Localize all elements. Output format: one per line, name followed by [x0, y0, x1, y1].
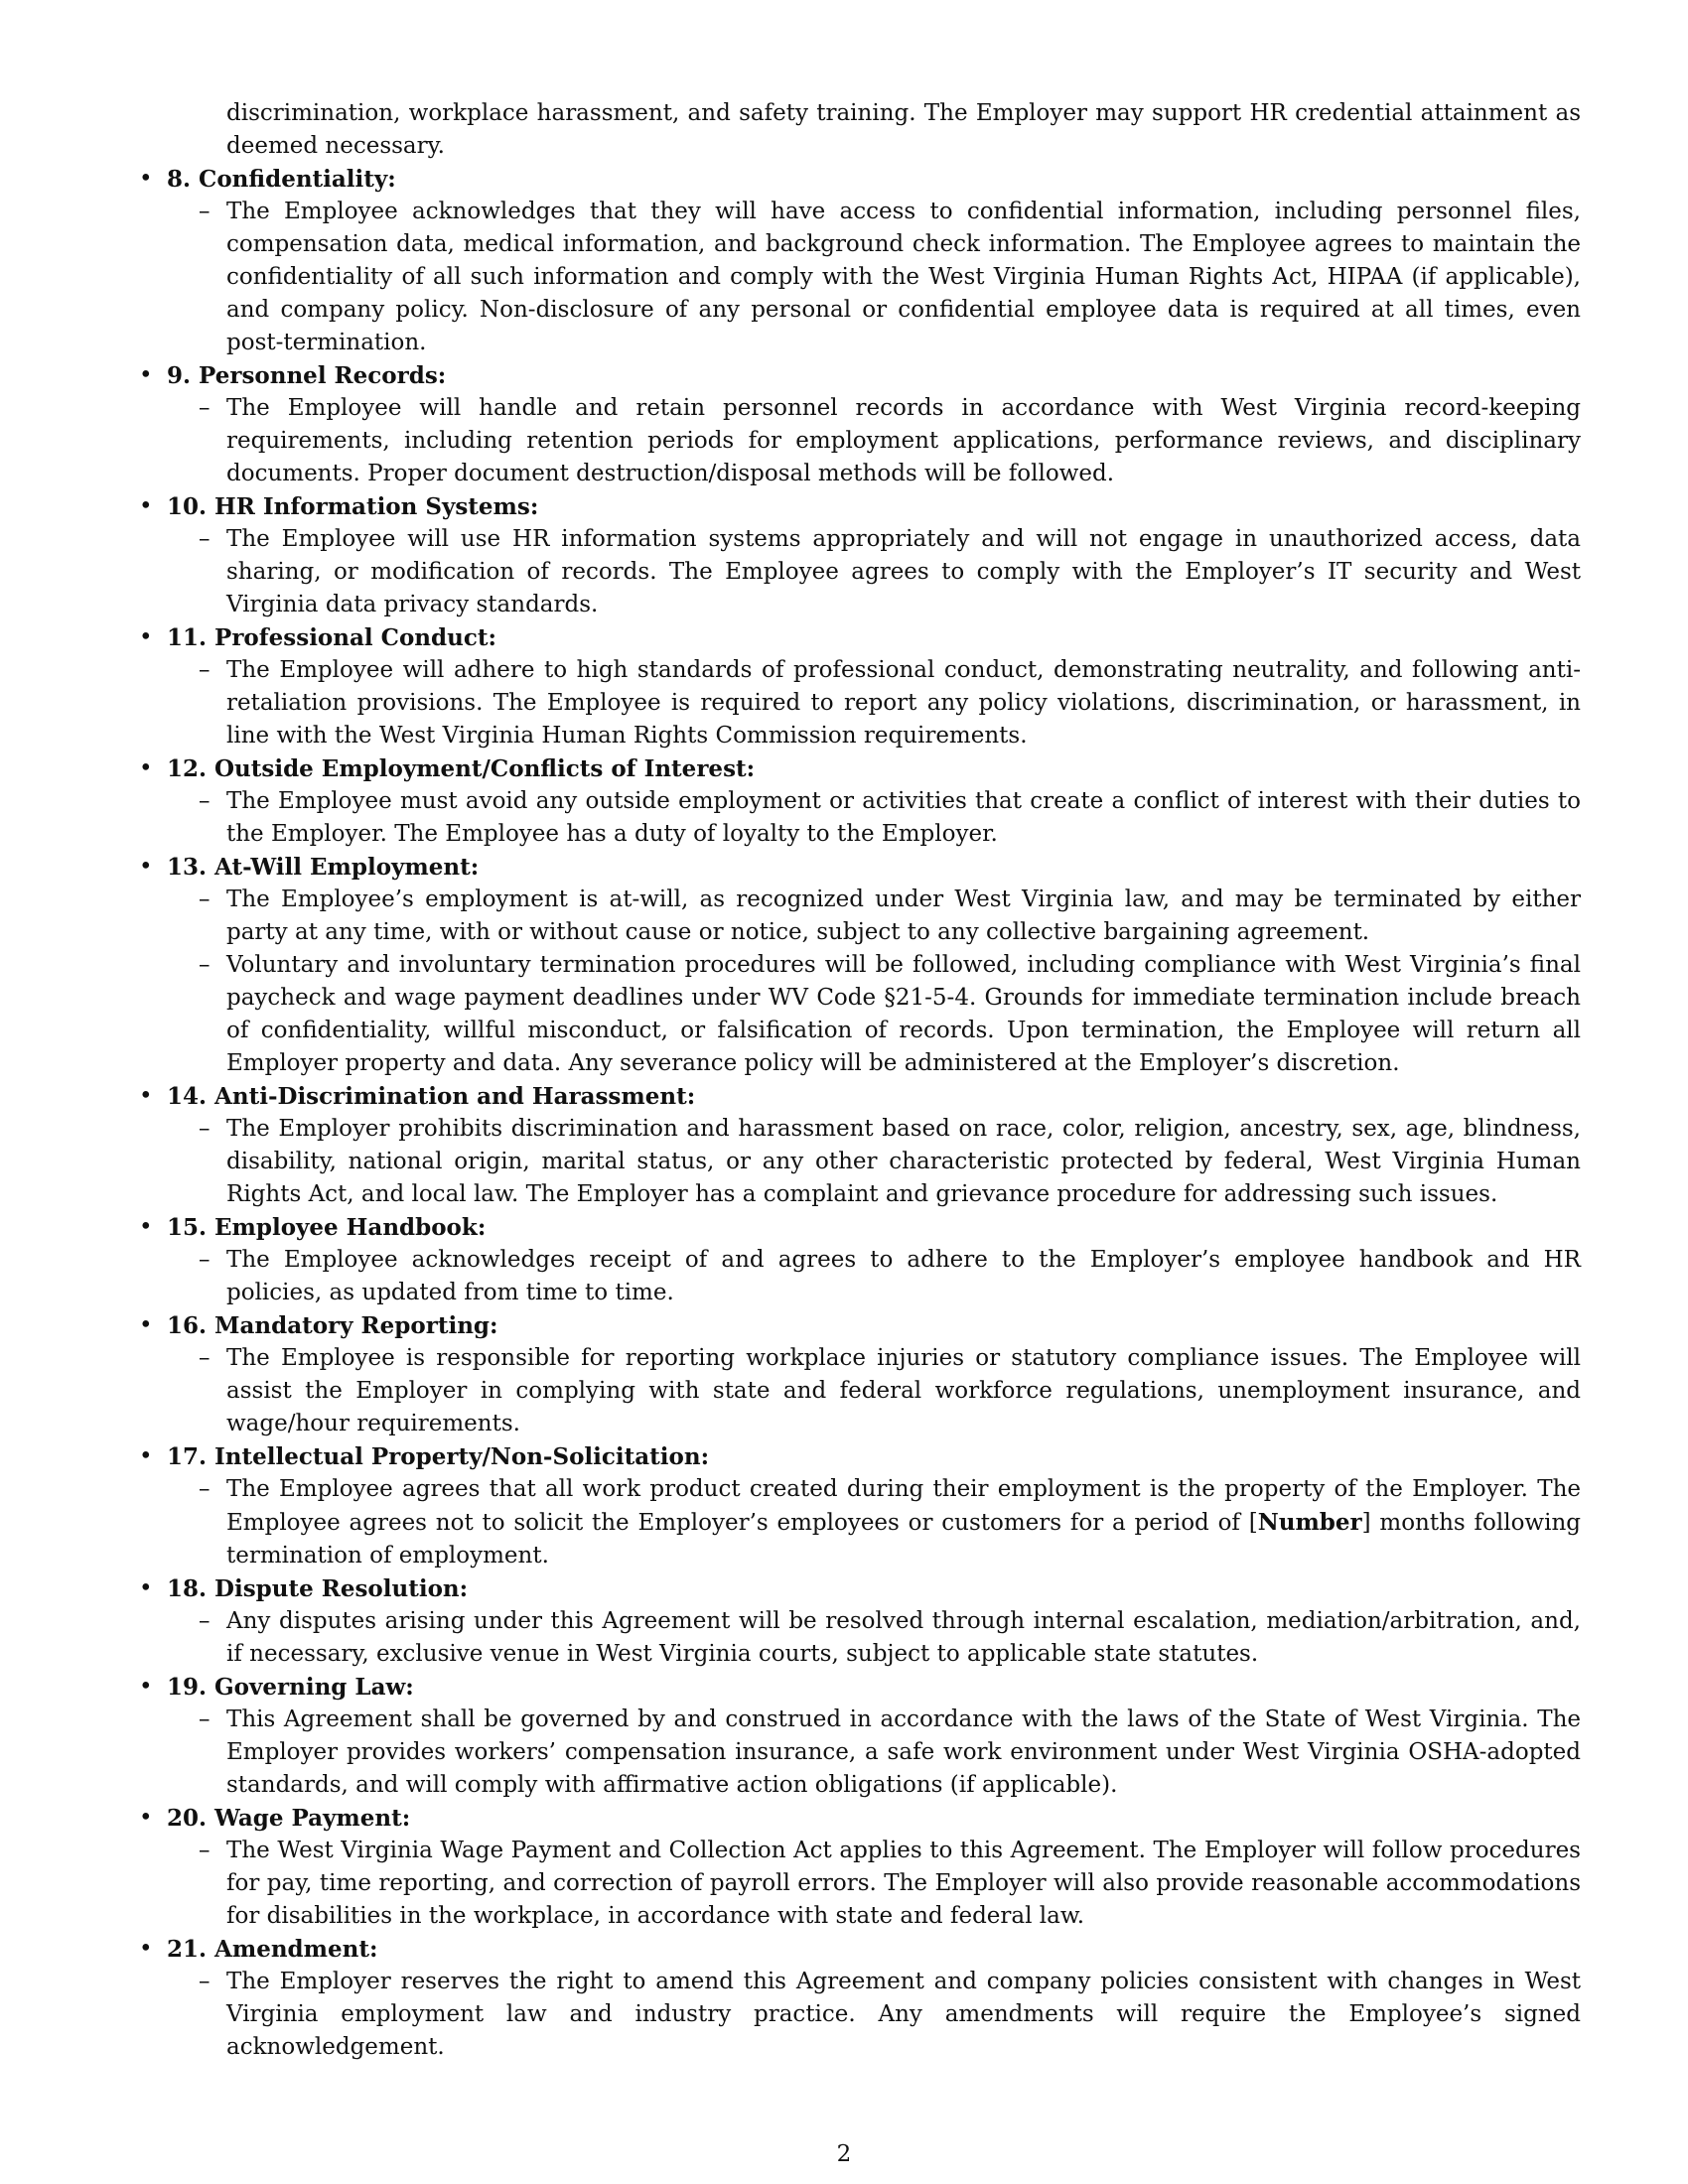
list-item: [139, 163, 1581, 359]
section-heading: 14. Anti-Discrimination and Harassment:: [167, 1083, 696, 1110]
section-heading: 20. Wage Payment:: [167, 1805, 411, 1832]
section-heading: 13. At-Will Employment:: [167, 854, 480, 881]
bullet-icon: •: [139, 362, 153, 388]
sub-item: [139, 1342, 1581, 1440]
section-paragraph: The Employer reserves the right to amend this Agreement and company policies consistent with changes in West Virginia employment law and industry practice. Any amendments will require the Employee’s signed acknowledgement.: [226, 1969, 1581, 2060]
section-paragraph: The Employee must avoid any outside employment or activities that create a conflict of interest with their duties to the Employer. The Employee has a duty of loyalty to the Employer.: [226, 788, 1581, 847]
section-paragraph: The Employee will handle and retain personnel records in accordance with West Virginia record-keeping requirements, including retention periods for employment applications, performance reviews, and disciplinary documents. Proper document destruction/disposal methods will be followed.: [226, 395, 1581, 486]
bullet-icon: •: [139, 1674, 153, 1700]
dash-icon: –: [199, 1838, 211, 1863]
sub-item: [139, 523, 1581, 621]
section-paragraph: Any disputes arising under this Agreement will be resolved through internal escalation, mediation/arbitration, and, if necessary, exclusive venue in West Virginia courts, subject to applicable state statutes.: [226, 1608, 1581, 1667]
list-item: [139, 1572, 1581, 1671]
list-item: [139, 490, 1581, 621]
bullet-icon: •: [139, 1443, 153, 1469]
section-paragraph: Voluntary and involuntary termination procedures will be followed, including compliance with West Virginia’s final paycheck and wage payment deadlines under WV Code §21-5-4. Grounds for immediate termination include breach of confidentiality, willful misconduct, or falsification of records. Upon termination, the Employee will return all Employer property and data. Any severance policy will be administered at the Employer’s discretion.: [226, 952, 1581, 1076]
dash-icon: –: [199, 1608, 211, 1634]
section-heading: 12. Outside Employment/Conflicts of Interest:: [167, 755, 756, 782]
section-heading: 19. Governing Law:: [167, 1674, 414, 1701]
section-paragraph: The West Virginia Wage Payment and Collection Act applies to this Agreement. The Employer will follow procedures for pay, time reporting, and correction of payroll errors. The Employer will also provide reasonable accommodations for disabilities in the workplace, in accordance with state and federal law.: [226, 1838, 1581, 1929]
paragraph-text-after: ] months following termination of employment.: [226, 1510, 1582, 1569]
document-body: [139, 97, 1581, 2064]
sub-item: [139, 1704, 1581, 1802]
bullet-icon: •: [139, 1936, 153, 1962]
section-heading: 11. Professional Conduct:: [167, 624, 496, 651]
dash-icon: –: [199, 199, 211, 224]
section-paragraph: The Employee will use HR information systems appropriately and will not engage in unauthorized access, data sharing, or modification of records. The Employee agrees to comply with the Employer’s IT security and West Virginia data privacy standards.: [226, 526, 1581, 617]
bullet-icon: •: [139, 755, 153, 781]
section-heading: 15. Employee Handbook:: [167, 1214, 487, 1241]
dash-icon: –: [199, 1969, 211, 1994]
continued-paragraph: discrimination, workplace harassment, and safety training. The Employer may support HR credential attainment as deemed necessary.: [226, 100, 1581, 159]
sub-item: [139, 785, 1581, 851]
bullet-icon: •: [139, 493, 153, 519]
dash-icon: –: [199, 1116, 211, 1142]
dash-icon: –: [199, 887, 211, 912]
section-paragraph: The Employer prohibits discrimination and harassment based on race, color, religion, ancestry, sex, age, blindness, disability, national origin, marital status, or any other characteristic protected by federal, West Virginia Human Rights Act, and local law. The Employer has a complaint and grievance procedure for addressing such issues.: [226, 1116, 1581, 1207]
list-item: [139, 752, 1581, 851]
list-item: [139, 851, 1581, 1080]
section-paragraph: The Employee’s employment is at-will, as recognized under West Virginia law, and may be terminated by either party at any time, with or without cause or notice, subject to any collective bargaining agreement.: [226, 887, 1581, 945]
dash-icon: –: [199, 788, 211, 814]
section-heading: 8. Confidentiality:: [167, 166, 396, 193]
section-list: [139, 163, 1581, 2064]
list-item: [139, 1080, 1581, 1211]
paragraph-text-before: The Employee agrees that all work product created during their employment is the property of the Employer. The Employee agrees not to solicit the Employer’s employees or customers for a period of [: [226, 1476, 1581, 1536]
sub-item: [139, 1966, 1581, 2064]
section-paragraph: The Employee is responsible for reporting workplace injuries or statutory compliance issues. The Employee will assist the Employer in complying with state and federal workforce regulations, unemployment insurance, and wage/hour requirements.: [226, 1345, 1581, 1436]
list-item: [139, 1933, 1581, 2064]
dash-icon: –: [199, 395, 211, 421]
sub-item: [139, 949, 1581, 1080]
list-item: [139, 621, 1581, 752]
dash-icon: –: [199, 1345, 211, 1371]
bullet-icon: •: [139, 854, 153, 880]
list-item: [139, 1440, 1581, 1572]
bullet-icon: •: [139, 166, 153, 192]
section-heading: 9. Personnel Records:: [167, 362, 447, 389]
list-item: [139, 1309, 1581, 1440]
section-paragraph: The Employee acknowledges receipt of and agrees to adhere to the Employer’s employee handbook and HR policies, as updated from time to time.: [226, 1247, 1581, 1305]
bullet-icon: •: [139, 624, 153, 650]
sub-item: [139, 196, 1581, 359]
dash-icon: –: [199, 1247, 211, 1273]
placeholder-field: Number: [1257, 1509, 1362, 1536]
bullet-icon: •: [139, 1575, 153, 1601]
page-number: 2: [836, 2141, 852, 2167]
dash-icon: –: [199, 526, 211, 552]
sub-item: [139, 884, 1581, 949]
bullet-icon: •: [139, 1805, 153, 1831]
sub-item: [139, 1244, 1581, 1309]
sub-item: [139, 1605, 1581, 1671]
section-heading: 18. Dispute Resolution:: [167, 1575, 469, 1602]
sub-item: [139, 1835, 1581, 1933]
section-heading: 16. Mandatory Reporting:: [167, 1312, 498, 1339]
section-paragraph: The Employee will adhere to high standards of professional conduct, demonstrating neutrality, and following anti-retaliation provisions. The Employee is required to report any policy violations, discrimination, or harassment, in line with the West Virginia Human Rights Commission requirements.: [226, 657, 1581, 749]
section-heading: 10. HR Information Systems:: [167, 493, 539, 520]
list-item: [139, 1802, 1581, 1933]
list-item: [139, 1211, 1581, 1309]
section-heading: 17. Intellectual Property/Non-Solicitation:: [167, 1443, 710, 1470]
section-heading: 21. Amendment:: [167, 1936, 378, 1963]
section-paragraph: This Agreement shall be governed by and construed in accordance with the laws of the State of West Virginia. The Employer provides workers’ compensation insurance, a safe work environment under West Virginia OSHA-adopted standards, and will comply with affirmative action obligations (if applicable).: [226, 1706, 1581, 1798]
sub-item: [139, 392, 1581, 490]
dash-icon: –: [199, 657, 211, 683]
section-paragraph: The Employee acknowledges that they will have access to confidential information, including personnel files, compensation data, medical information, and background check information. The Employee agrees to maintain the confidentiality of all such information and comply with the West Virginia Human Rights Act, HIPAA (if applicable), and company policy. Non-disclosure of any personal or confidential employee data is required at all times, even post-termination.: [226, 199, 1581, 355]
dash-icon: –: [199, 1476, 211, 1502]
list-item: [139, 1671, 1581, 1802]
dash-icon: –: [199, 1706, 211, 1732]
dash-icon: –: [199, 952, 211, 978]
list-item: [139, 359, 1581, 490]
section-paragraph: [226, 1473, 1581, 1572]
bullet-icon: •: [139, 1312, 153, 1338]
sub-item: [139, 654, 1581, 752]
bullet-icon: •: [139, 1083, 153, 1109]
sub-item: [139, 1113, 1581, 1211]
sub-item: [139, 1473, 1581, 1572]
bullet-icon: •: [139, 1214, 153, 1240]
